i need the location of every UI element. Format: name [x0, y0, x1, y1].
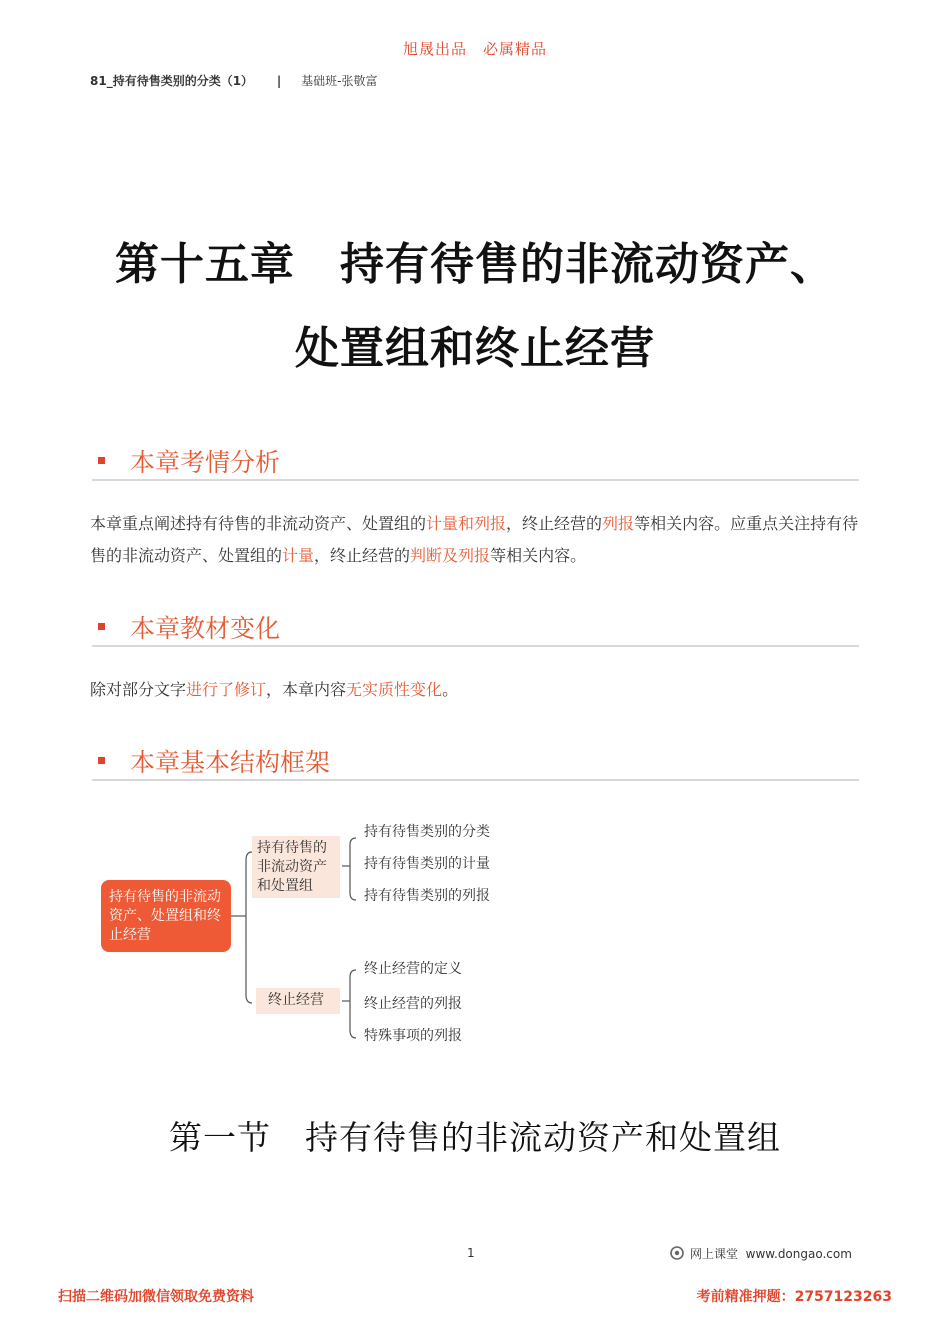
changes-paragraph: 除对部分文字进行了修订，本章内容无实质性变化。 — [90, 680, 459, 699]
highlight: 计量 — [282, 546, 315, 565]
mindmap-leaf: 终止经营的定义 — [364, 961, 462, 977]
mindmap-leaf: 持有待售类别的列报 — [364, 888, 490, 904]
mindmap-leaf: 终止经营的列报 — [364, 996, 462, 1012]
mindmap-branch-discontinued: 终止经营 — [256, 988, 340, 1014]
highlight: 无实质性变化 — [346, 680, 443, 699]
mindmap-leaf: 持有待售类别的计量 — [364, 856, 490, 872]
analysis-paragraph: 本章重点阐述持有待售的非流动资产、处置组的计量和列报，终止经营的列报等相关内容。应重点关注持有待售的非流动资产、处置组的计量，终止经营的判断及列报等相关内容。 — [90, 514, 859, 565]
section-heading-label: 本章教材变化 — [130, 614, 281, 643]
chapter-title-line1: 第十五章 持有待售的非流动资产、 — [115, 239, 835, 290]
section-heading-label: 本章基本结构框架 — [130, 748, 331, 777]
course-name: 基础班-张敬富 — [301, 74, 378, 88]
mindmap-root: 持有待售的非流动资产、处置组和终止经营 — [101, 880, 231, 952]
highlight: 判断及列报 — [410, 546, 491, 565]
dongao-logo-icon — [670, 1246, 684, 1260]
header-separator: | — [276, 74, 282, 88]
highlight: 计量和列报 — [426, 514, 507, 533]
brand-slogan: 旭晟出品 必属精品 — [402, 40, 547, 58]
section-title: 第一节 持有待售的非流动资产和处置组 — [169, 1118, 781, 1157]
doc-title: 81_持有待售类别的分类（1） — [90, 74, 254, 88]
highlight: 列报 — [602, 514, 635, 533]
mindmap-leaf: 特殊事项的列报 — [364, 1028, 462, 1044]
footer-promo-left: 扫描二维码加微信领取免费资料 — [58, 1289, 254, 1305]
highlight: 进行了修订 — [186, 680, 267, 699]
page-number: 1 — [467, 1246, 475, 1260]
site-url: www.dongao.com — [745, 1247, 852, 1261]
section-heading-label: 本章考情分析 — [130, 448, 281, 477]
mindmap-branch-held-for-sale: 持有待售的非流动资产和处置组 — [252, 836, 340, 898]
mindmap-leaf: 持有待售类别的分类 — [364, 824, 490, 840]
site-name: 网上课堂 — [690, 1247, 739, 1261]
site-credit — [670, 1245, 852, 1262]
footer-promo-right: 考前精准押题：2757123263 — [696, 1289, 892, 1305]
chapter-title-line2: 处置组和终止经营 — [295, 323, 655, 374]
